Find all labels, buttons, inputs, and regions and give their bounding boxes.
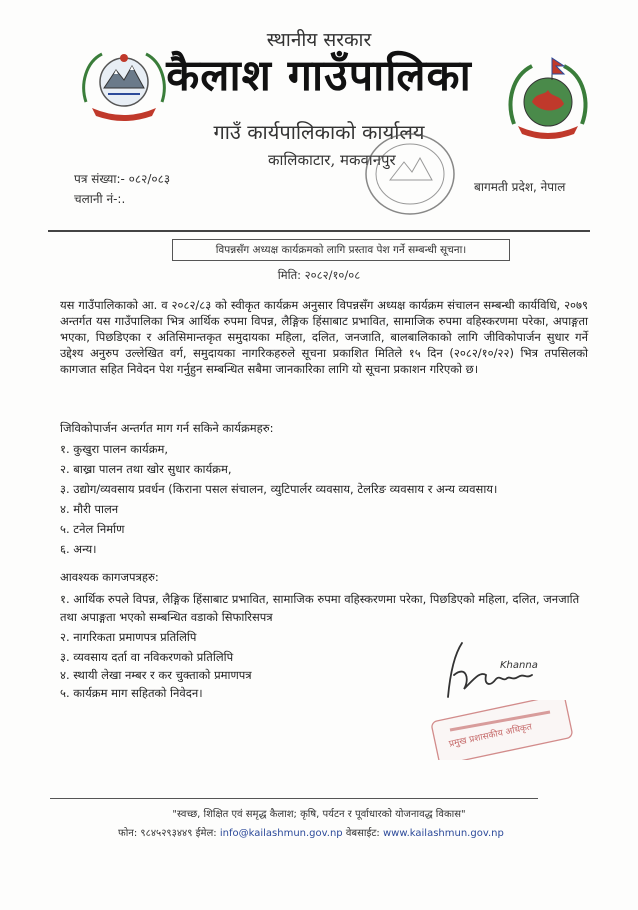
program-item: ६. अन्य। <box>60 542 97 556</box>
footer-divider <box>50 798 538 799</box>
programs-heading: जिविकोपार्जन अन्तर्गत माग गर्न सकिने कार्यक्रमहरु: <box>60 421 274 435</box>
notice-body: यस गाउँपालिकाको आ. व २०८२/८३ को स्वीकृत कार्यक्रम अनुसार विपन्नसँग अध्यक्ष कार्यक्रम संचालन सम्बन्धी कार्यविधि, २०७९ अन्तर्गत यस गाउँपालिका भित्र आर्थिक रुपमा विपन्न, लैङ्गिक हिंसाबाट प्रभावित, सामाजिक रुपमा वहिस्करणमा परेका, अपाङ्गता भएका, पिछडिएका र अतिसिमान्तकृत समुदायका महिला, दलित, जनजाति, बालबालिकाको लागि जीविकोपार्जन सुधार गर्ने उद्देश्य अनुरुप उल्लेखित वर्ग, समुदायका नागरिकहरुले सूचना प्रकाशित मितिले १५ दिन (२०८२/१०/२२) भित्र तपसिलको कागजात सहित निवेदन पेश गर्नुहुन सम्बन्धित सबैमा जानकारिका लागि यो सूचना प्रकाशन गरिएको छ। <box>60 298 588 376</box>
letter-number: पत्र संख्या:- ०८२/०८३ <box>74 172 171 186</box>
program-item: ३. उद्योग/व्यवसाय प्रवर्धन (किराना पसल संचालन, व्युटिपार्लर व्यवसाय, टेलरिङ व्यवसाय र अन्य व्यवसाय। <box>60 482 498 496</box>
document-item: ४. स्थायी लेखा नम्बर र कर चुक्ताको प्रमाणपत्र <box>60 668 252 682</box>
documents-heading: आवश्यक कागजपत्रहरु: <box>60 570 159 584</box>
notice-date: मिति: २०८२/१०/०८ <box>277 268 361 282</box>
program-item: ४. मौरी पालन <box>60 502 119 516</box>
local-government-label: स्थानीय सरकार <box>266 29 372 51</box>
stamp-label: प्रमुख प्रशासकीय अधिकृत <box>448 722 533 750</box>
footer-slogan: "स्वच्छ, शिक्षित एवं समृद्ध कैलाश; कृषि, पर्यटन र पूर्वाधारको योजनावद्ध विकास" <box>172 809 466 820</box>
dispatch-number: चलानी नं-:. <box>74 192 126 206</box>
footer-contact <box>118 825 504 839</box>
province-label: बागमती प्रदेश, नेपाल <box>474 180 566 194</box>
website-label: वेबसाईट: <box>345 828 380 839</box>
official-stamp <box>420 700 580 760</box>
program-item: १. कुखुरा पालन कार्यक्रम, <box>60 442 169 456</box>
header-divider <box>48 230 590 232</box>
office-title: गाउँ कार्यपालिकाको कार्यालय <box>213 120 425 144</box>
email-link[interactable]: info@kailashmun.gov.np <box>219 828 343 839</box>
website-link[interactable]: www.kailashmun.gov.np <box>382 828 504 839</box>
email-label: ईमेल: <box>195 828 217 839</box>
office-seal-icon <box>360 128 460 218</box>
office-address: कालिकाटार, मकवानपुर <box>268 151 396 169</box>
document-item: २. नागरिकता प्रमाणपत्र प्रतिलिपि <box>60 630 197 644</box>
program-item: ५. टनेल निर्माण <box>60 522 125 536</box>
phone-label: फोन: <box>118 828 138 839</box>
signature-text: Khanna <box>500 660 538 671</box>
document-item: १. आर्थिक रुपले विपन्न, लैङ्गिक हिंसाबाट प्रभावित, सामाजिक रुपमा वहिस्करणमा परेका, पिछडिएको महिला, दलित, जनजाति तथा अपाङ्गता भएको सम्बन्धित वडाको सिफारिसपत्र <box>60 592 580 624</box>
phone-number: ९८४५२९३४४९ <box>140 828 193 839</box>
program-item: २. बाख्रा पालन तथा खोर सुधार कार्यक्रम, <box>60 462 232 476</box>
notice-subject: विपन्नसँग अध्यक्ष कार्यक्रमको लागि प्रस्ताव पेश गर्ने सम्बन्धी सूचना। <box>172 239 510 261</box>
municipality-title: कैलाश गाउँपालिका <box>166 51 472 101</box>
document-item: ३. व्यवसाय दर्ता वा नविकरणको प्रतिलिपि <box>60 650 234 664</box>
document-item: ५. कार्यक्रम माग सहितको निवेदन। <box>60 686 203 700</box>
